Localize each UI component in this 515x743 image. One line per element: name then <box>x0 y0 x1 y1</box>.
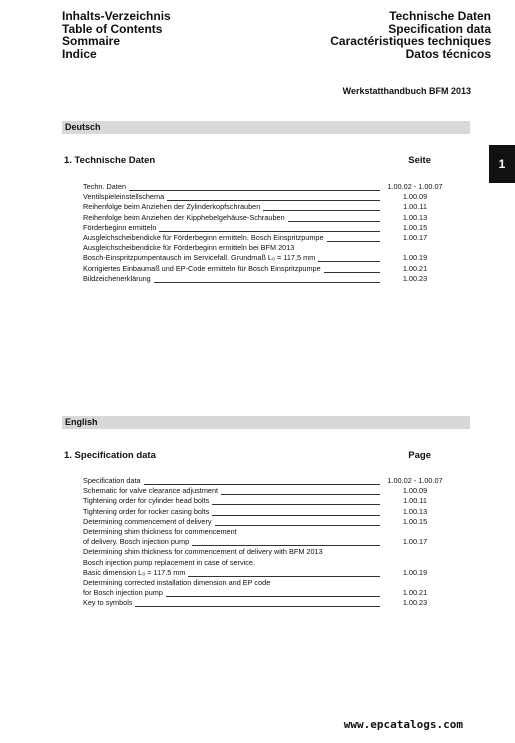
toc-page-number: 1.00.09 <box>402 486 428 496</box>
header-right-line: Specification data <box>388 21 491 36</box>
toc-page-number: 1.00.11 <box>403 496 427 506</box>
toc-row <box>83 202 448 212</box>
header-left-line: Indice <box>62 46 97 61</box>
toc-row <box>83 496 448 506</box>
toc-entry-text: Bosch-Einspritzpumpentausch im Servicefall. Grundmaß L₀ = 117,5 mm <box>83 253 316 263</box>
toc-page-number: 1.00.09 <box>402 192 428 202</box>
section-heading-english: 1. Specification data <box>64 450 156 461</box>
toc-row <box>83 253 448 263</box>
toc-page-number: 1.00.11 <box>403 202 427 212</box>
toc-row <box>83 192 448 202</box>
toc-entry-text: Specification data <box>83 476 141 485</box>
toc-leader-line <box>135 606 380 607</box>
toc-entry-text: of delivery. Bosch injection pump <box>83 537 190 547</box>
toc-leader-line <box>324 272 380 273</box>
toc-leader-line <box>159 231 380 232</box>
toc-page-number: 1.00.23 <box>402 273 428 283</box>
page-label-deutsch: Seite <box>408 155 431 166</box>
toc-row <box>83 568 448 578</box>
toc-leader-line <box>192 545 380 546</box>
toc-row <box>83 588 448 598</box>
toc-page-number: 1.00.13 <box>402 212 428 222</box>
toc-row <box>83 223 448 233</box>
toc-page-number: 1.00.13 <box>402 506 428 516</box>
toc-leader-line <box>263 210 380 211</box>
toc-page-number: 1.00.21 <box>402 263 428 273</box>
toc-entry-text: Key to symbols <box>83 598 133 608</box>
toc-page-number: 1.00.15 <box>402 222 428 232</box>
header-right <box>330 10 491 60</box>
toc-entry-text: for Bosch injection pump <box>83 588 163 598</box>
toc-page-number: 1.00.19 <box>402 253 428 263</box>
toc-page-number: 1.00.02 - 1.00.07 <box>387 476 443 485</box>
toc-row <box>83 233 448 243</box>
chapter-tab: 1 <box>489 145 515 183</box>
handbook-title: Werkstatthandbuch BFM 2013 <box>342 86 471 96</box>
header-right-line: Datos técnicos <box>405 46 491 61</box>
header-right-line: Caractéristiques techniques <box>330 34 491 48</box>
toc-entry-text: Basic dimension L₀ = 117.5 mm <box>83 567 186 577</box>
toc-page-number: 1.00.17 <box>402 232 428 242</box>
toc-entry-text: Bosch injection pump replacement in case of service. <box>83 557 255 567</box>
toc-row <box>83 517 448 527</box>
toc-leader-line <box>318 261 380 262</box>
toc-row <box>83 264 448 274</box>
toc-row <box>83 527 448 537</box>
toc-row <box>83 182 448 192</box>
toc-row <box>83 598 448 608</box>
toc-entry-text: Ausgleichscheibendicke für Förderbeginn ermitteln. Bosch Einspritzpumpe <box>83 232 324 242</box>
toc-row <box>83 547 448 557</box>
toc-entry-text: Korrigiertes Einbaumaß und EP-Code ermitteln für Bosch Einspritzpumpe <box>83 263 321 273</box>
toc-leader-line <box>166 596 380 597</box>
toc-row <box>83 558 448 568</box>
toc-list-english <box>83 476 448 608</box>
toc-leader-line <box>188 576 380 577</box>
toc-entry-text: Bildzeichenerklärung <box>83 273 151 283</box>
toc-leader-line <box>167 200 380 201</box>
section-heading-deutsch: 1. Technische Daten <box>64 155 156 166</box>
toc-row <box>83 537 448 547</box>
toc-entry-text: Reihenfolge beim Anziehen der Kipphebelgehäuse-Schrauben <box>83 212 285 222</box>
toc-leader-line <box>212 515 380 516</box>
toc-entry-text: Förderbeginn ermitteln <box>83 222 157 232</box>
toc-page-number: 1.00.19 <box>402 567 428 577</box>
toc-row <box>83 578 448 588</box>
toc-row <box>83 243 448 253</box>
toc-page-number: 1.00.23 <box>402 598 428 608</box>
toc-entry-text: Tightening order for cylinder head bolts <box>83 496 210 506</box>
toc-leader-line <box>215 525 380 526</box>
section-bar-english: English <box>62 416 470 429</box>
footer-website[interactable]: www.epcatalogs.com <box>343 718 463 731</box>
toc-leader-line <box>129 190 380 191</box>
toc-entry-text: Tightening order for rocker casing bolts <box>83 506 210 516</box>
toc-entry-text: Ausgleichscheibendicke für Förderbeginn ermitteln bei BFM 2013 <box>83 243 295 253</box>
toc-entry-text: Techn. Daten <box>83 182 126 191</box>
toc-row <box>83 486 448 496</box>
toc-page-number: 1.00.02 - 1.00.07 <box>387 182 443 191</box>
toc-entry-text: Determining shim thickness for commencement of delivery with BFM 2013 <box>83 547 323 557</box>
toc-entry-text: Schematic for valve clearance adjustment <box>83 486 219 496</box>
toc-leader-line <box>212 504 380 505</box>
toc-leader-line <box>327 241 380 242</box>
toc-row <box>83 274 448 284</box>
toc-entry-text: Determining corrected installation dimension and EP code <box>83 577 271 587</box>
page-label-english: Page <box>408 450 431 461</box>
toc-entry-text: Determining shim thickness for commencement <box>83 526 237 536</box>
section-bar-deutsch: Deutsch <box>62 121 470 134</box>
toc-entry-text: Ventilspieleinstellschema <box>83 192 165 202</box>
toc-leader-line <box>144 484 380 485</box>
toc-leader-line <box>288 221 380 222</box>
header-left-line: Sommaire <box>62 34 121 48</box>
toc-entry-text: Determining commencement of delivery <box>83 516 212 526</box>
toc-row <box>83 213 448 223</box>
toc-row <box>83 476 448 486</box>
toc-page-number: 1.00.15 <box>402 516 428 526</box>
toc-leader-line <box>154 282 380 283</box>
toc-page-number: 1.00.17 <box>402 537 428 547</box>
toc-list-deutsch <box>83 182 448 284</box>
toc-page-number: 1.00.21 <box>402 588 428 598</box>
toc-entry-text: Reihenfolge beim Anziehen der Zylinderkopfschrauben <box>83 202 261 212</box>
toc-row <box>83 507 448 517</box>
header-left-line: Table of Contents <box>62 21 163 36</box>
header-left <box>62 10 171 60</box>
toc-leader-line <box>221 494 380 495</box>
header-left-line: Inhalts-Verzeichnis <box>62 9 171 23</box>
header-right-line: Technische Daten <box>389 9 491 23</box>
